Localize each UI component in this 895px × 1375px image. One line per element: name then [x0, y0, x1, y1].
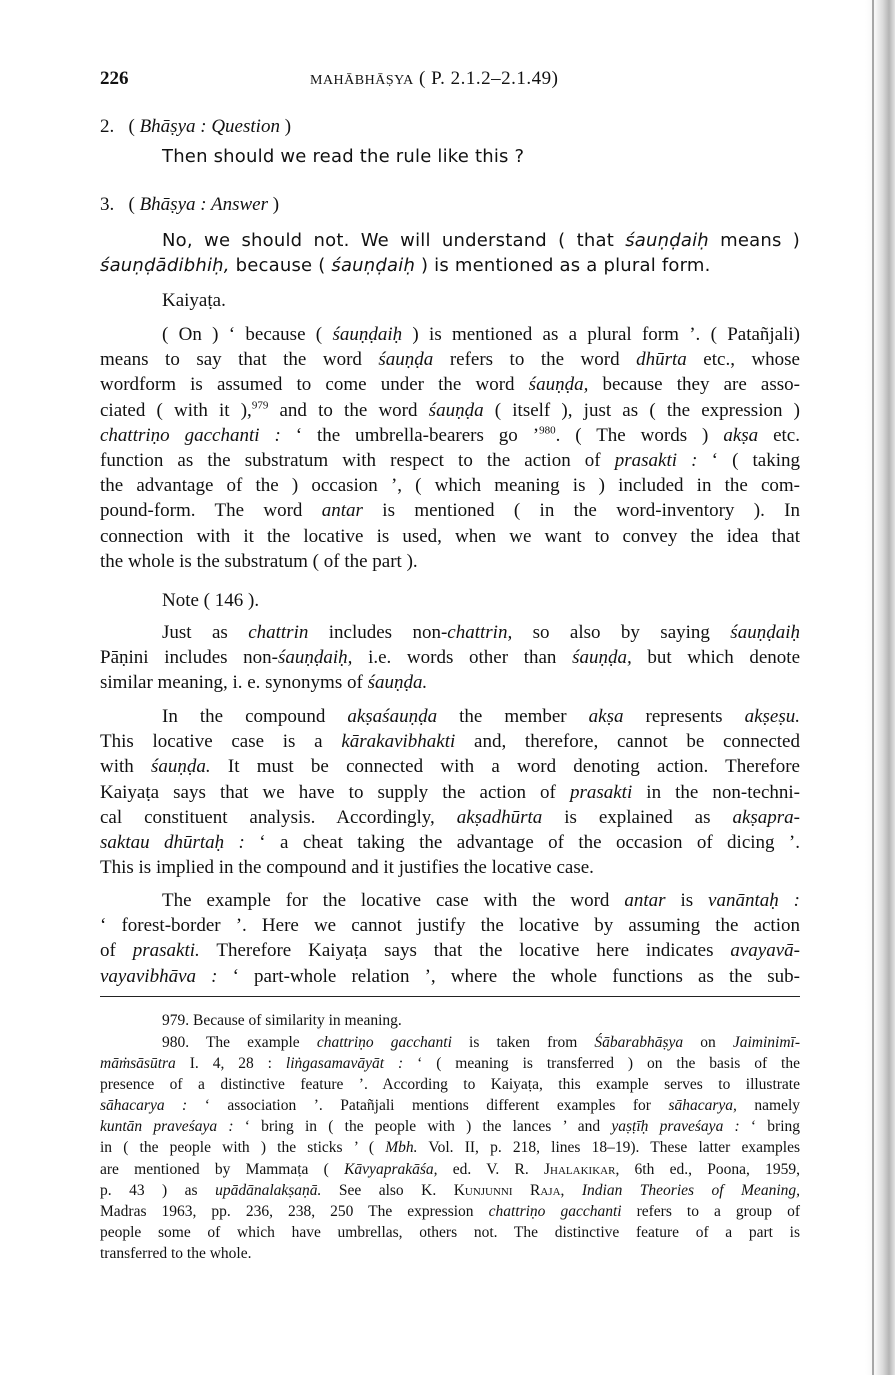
- text-run: ) is mentioned as a plural form.: [415, 255, 711, 276]
- text-line: [100, 729, 800, 754]
- text-line: [100, 1159, 800, 1180]
- footnote-980: [100, 1032, 800, 1264]
- kaiyata-heading: Kaiyaṭa.: [162, 290, 226, 311]
- text-line: [100, 620, 800, 645]
- italic-term: chattrin,: [447, 622, 513, 643]
- text-run: Therefore Kaiyaṭa says that the locative here indicates: [199, 940, 731, 962]
- text-run: Kaiyaṭa says that we have to supply the action of: [100, 781, 570, 803]
- text-line: [100, 1201, 800, 1222]
- text-run: on: [683, 1034, 733, 1051]
- author-name: Jhalakikar: [544, 1160, 616, 1178]
- text-line: [100, 1010, 800, 1031]
- text-run: is taken from: [451, 1034, 595, 1051]
- text-run: It must be connected with a word denoting action. Therefore: [210, 756, 800, 778]
- italic-term: upādānalakṣaṇā.: [215, 1181, 322, 1199]
- text-run: The example for the locative case with the word: [162, 890, 625, 911]
- text-run: ‘ forest-border ’. Here we cannot justify the locative by assuming the action: [100, 915, 800, 937]
- text-line: [100, 1095, 800, 1116]
- text-run: ‘ part-whole relation ’, where the whole functions as the sub-: [217, 965, 801, 987]
- text-run: ed. V. R.: [437, 1160, 545, 1178]
- italic-term: Indian Theories of Meaning,: [581, 1181, 800, 1199]
- book-title: MAHĀBHĀṢYA: [310, 73, 414, 88]
- italic-term: avayavā-: [730, 940, 801, 962]
- text-line: [100, 372, 800, 397]
- text-run: , 6th ed., Poona, 1959,: [615, 1160, 800, 1178]
- section-3-label: [100, 194, 800, 216]
- section-number: 3.: [100, 194, 115, 215]
- text-run: ‘ association ’. Patañjali mentions different examples for: [187, 1097, 669, 1115]
- text-line: [100, 780, 800, 805]
- text-run: so also by saying: [512, 622, 731, 643]
- text-run: ‘ bring: [739, 1118, 801, 1136]
- text-line: [100, 498, 800, 523]
- section-2-label: [100, 116, 800, 138]
- italic-term: Kāvyaprakāśa,: [344, 1160, 438, 1178]
- text-run: with: [100, 756, 152, 778]
- text-line: [100, 1137, 800, 1158]
- text-line: [100, 938, 800, 963]
- text-run: is mentioned ( in the word-inventory ). In: [362, 500, 800, 522]
- rule-range: ( P. 2.1.2–2.1.49): [419, 68, 559, 89]
- italic-term: chattriṇo gacchanti :: [100, 424, 281, 446]
- text-run: is explained as: [542, 806, 733, 828]
- section-label: Bhāṣya : Answer: [139, 194, 268, 215]
- author-name: Kunjunni Raja: [453, 1181, 561, 1199]
- text-line: [100, 754, 800, 779]
- italic-term: dhūrta: [636, 349, 687, 371]
- text-run: ‘ bring in ( the people with ) the lances ’ and: [233, 1118, 612, 1136]
- italic-term: sāhacarya :: [100, 1097, 188, 1115]
- text-run: because they are asso-: [588, 374, 800, 396]
- text-run: transferred to the whole.: [100, 1244, 252, 1262]
- text-line: [100, 1053, 800, 1074]
- italic-term: chattriṇo gacchanti: [316, 1034, 452, 1051]
- paren-close: ): [268, 194, 280, 215]
- italic-term: chattrin: [248, 622, 309, 643]
- text-run: Pāṇini includes non-: [100, 647, 278, 669]
- text-run: cal constituent analysis. Accordingly,: [100, 806, 457, 828]
- italic-term: śauṇḍaiḥ: [730, 622, 800, 643]
- italic-term: akṣapra-: [732, 806, 800, 828]
- italic-term: śauṇḍaiḥ: [332, 324, 403, 345]
- text-run: the member: [437, 706, 589, 727]
- italic-term: śauṇḍa: [428, 399, 484, 421]
- italic-term: liṅgasamavāyāt :: [285, 1055, 404, 1073]
- paragraph-note-1: [100, 620, 800, 696]
- text-run: is: [665, 890, 709, 911]
- question-text: Then should we read the rule like this ?: [162, 146, 525, 167]
- text-line: [100, 670, 800, 695]
- text-run: etc., whose: [686, 349, 800, 371]
- italic-term: śauṇḍādibhiḥ,: [100, 255, 230, 276]
- footnote-979: [100, 1010, 800, 1031]
- italic-term: prasakti: [569, 781, 633, 803]
- text-run: connection with it the locative is used, when we want to convey the idea that: [100, 525, 800, 547]
- text-run: represents: [623, 706, 745, 727]
- paren-close: ): [279, 116, 292, 137]
- text-run: pound-form. The word: [100, 500, 322, 522]
- italic-term: prasakti.: [132, 940, 200, 962]
- text-run: means ): [708, 230, 800, 251]
- text-run: in ( the people with ) the sticks ’ (: [100, 1139, 386, 1157]
- text-line: [100, 645, 800, 670]
- text-line: [100, 805, 800, 830]
- text-run: ,: [560, 1181, 582, 1199]
- italic-term: śauṇḍa,: [528, 374, 589, 396]
- footnote-ref: 980: [539, 424, 556, 437]
- text-line: [100, 423, 800, 448]
- text-run: presence of a distinctive feature ’. According to Kaiyaṭa, this example serves to illustrate: [100, 1076, 800, 1094]
- text-line: [100, 1074, 800, 1095]
- text-run: I. 4, 28 :: [175, 1055, 286, 1073]
- text-run: i.e. words other than: [352, 647, 573, 669]
- text-run: includes non-: [308, 622, 448, 643]
- text-line: [100, 473, 800, 498]
- italic-term: śauṇḍaiḥ: [625, 230, 709, 251]
- italic-term: akṣeṣu.: [744, 706, 800, 727]
- text-run: . ( The words ): [555, 424, 724, 446]
- italic-term: śauṇḍaiḥ: [331, 255, 416, 276]
- italic-term: chattriṇo gacchanti: [488, 1202, 622, 1220]
- text-run: wordform is assumed to come under the word: [100, 374, 529, 396]
- italic-term: akṣaśauṇḍa: [347, 706, 438, 727]
- italic-term: Mbh.: [385, 1139, 418, 1157]
- running-title: [310, 68, 558, 90]
- italic-term: akṣadhūrta: [456, 806, 543, 828]
- text-run: ‘ the umbrella-bearers go ’: [280, 424, 540, 446]
- text-run: people some of which have umbrellas, others not. The distinctive feature of a part is: [100, 1223, 800, 1241]
- text-run: ) is mentioned as a plural form ’. ( Patañjali): [402, 324, 801, 345]
- text-run: Madras 1963, pp. 236, 238, 250 The expression: [100, 1202, 489, 1220]
- italic-term: akṣa: [723, 424, 759, 446]
- text-run: ciated ( with it ),: [100, 399, 252, 421]
- text-run: 980. The example: [162, 1034, 317, 1051]
- text-line: [100, 1222, 800, 1243]
- italic-term: sāhacarya,: [668, 1097, 737, 1115]
- text-run: refers to the word: [433, 349, 637, 371]
- text-run: ‘ a cheat taking the advantage of the occasion of dicing ’.: [244, 832, 800, 854]
- text-run: function as the substratum with respect to the action of: [100, 450, 615, 472]
- text-run: This is implied in the compound and it justifies the locative case.: [100, 857, 594, 879]
- italic-term: Jaiminimī-: [732, 1034, 801, 1051]
- text-run: Just as: [162, 622, 249, 643]
- italic-term: saktau dhūrtaḥ :: [100, 832, 245, 854]
- italic-term: śauṇḍa.: [367, 672, 428, 694]
- text-run: etc.: [758, 424, 800, 446]
- text-line: [100, 524, 800, 549]
- italic-term: antar: [321, 500, 363, 522]
- text-run: ( On ) ‘ because (: [162, 324, 333, 345]
- text-run: and, therefore, cannot be connected: [455, 731, 800, 753]
- italic-term: akṣa: [588, 706, 624, 727]
- italic-term: śauṇḍa,: [572, 647, 632, 669]
- italic-term: kuntān praveśaya :: [100, 1118, 234, 1136]
- text-line: [100, 855, 800, 880]
- text-run: are mentioned by Mammaṭa (: [100, 1160, 345, 1178]
- paren-open: (: [128, 116, 140, 137]
- text-run: ( itself ), just as ( the expression ): [483, 399, 800, 421]
- text-line: [100, 398, 800, 423]
- italic-term: Śābarabhāṣya: [594, 1034, 684, 1051]
- scan-edge-line: [872, 0, 874, 1375]
- italic-term: vayavibhāva :: [100, 965, 218, 987]
- text-line: [100, 913, 800, 938]
- italic-term: māṁsāsūtra: [100, 1055, 176, 1073]
- text-run: of: [100, 940, 133, 962]
- text-run: in the non-techni-: [632, 781, 800, 803]
- italic-term: yaṣṭīḥ praveśaya :: [611, 1118, 740, 1136]
- text-run: refers to a group of: [621, 1202, 800, 1220]
- text-run: means to say that the word: [100, 349, 379, 371]
- text-run: Vol. II, p. 218, lines 18–19). These latter examples: [417, 1139, 800, 1157]
- note-heading: Note ( 146 ).: [162, 590, 260, 611]
- text-line: [100, 253, 800, 278]
- text-run: This locative case is a: [100, 731, 342, 753]
- text-line: [100, 347, 800, 372]
- text-line: [100, 1180, 800, 1201]
- italic-term: śauṇḍa.: [151, 756, 211, 778]
- text-line: [100, 228, 800, 253]
- text-run: but which denote: [631, 647, 801, 669]
- italic-term: antar: [624, 890, 666, 911]
- text-run: In the compound: [162, 706, 348, 727]
- italic-term: kārakavibhakti: [341, 731, 456, 753]
- section-label: Bhāṣya : Question: [139, 116, 280, 137]
- text-run: namely: [736, 1097, 800, 1115]
- answer-text: [100, 228, 800, 278]
- text-run: the whole is the substratum ( of the part ).: [100, 550, 418, 572]
- page-number: 226: [100, 68, 129, 89]
- section-number: 2.: [100, 116, 115, 137]
- paragraph-note-3: [100, 888, 800, 989]
- text-run: and to the word: [268, 399, 429, 421]
- text-run: ‘ ( taking: [697, 450, 801, 472]
- text-line: [100, 549, 800, 574]
- text-run: See also K.: [321, 1181, 454, 1199]
- running-header: [100, 68, 800, 92]
- text-line: [100, 448, 800, 473]
- text-run: the advantage of the ) occasion ’, ( which meaning is ) included in the com-: [100, 475, 800, 497]
- scan-edge-shadow: [865, 0, 895, 1375]
- footnote-rule: [100, 996, 800, 997]
- text-run: p. 43 ) as: [100, 1181, 216, 1199]
- text-line: [100, 322, 800, 347]
- text-line: [100, 1116, 800, 1137]
- italic-term: vanāntaḥ :: [708, 890, 800, 911]
- italic-term: śauṇḍaiḥ,: [278, 647, 353, 669]
- paragraph-kaiyata: [100, 322, 800, 574]
- text-line: [100, 1243, 800, 1264]
- text-run: because (: [229, 255, 332, 276]
- italic-term: śauṇḍa: [378, 349, 434, 371]
- text-line: [100, 964, 800, 989]
- text-run: ‘ ( meaning is transferred ) on the basis of the: [403, 1055, 800, 1073]
- paragraph-note-2: [100, 704, 800, 880]
- text-line: [100, 830, 800, 855]
- text-run: similar meaning, i. e. synonyms of: [100, 672, 368, 694]
- footnote-ref: 979: [251, 399, 269, 412]
- paren-open: (: [128, 194, 140, 215]
- text-line: [100, 888, 800, 913]
- text-run: No, we should not. We will understand ( that: [162, 230, 626, 251]
- text-line: [100, 704, 800, 729]
- text-line: [100, 1032, 800, 1053]
- italic-term: prasakti :: [614, 450, 698, 472]
- text-run: 979. Because of similarity in meaning.: [162, 1012, 402, 1029]
